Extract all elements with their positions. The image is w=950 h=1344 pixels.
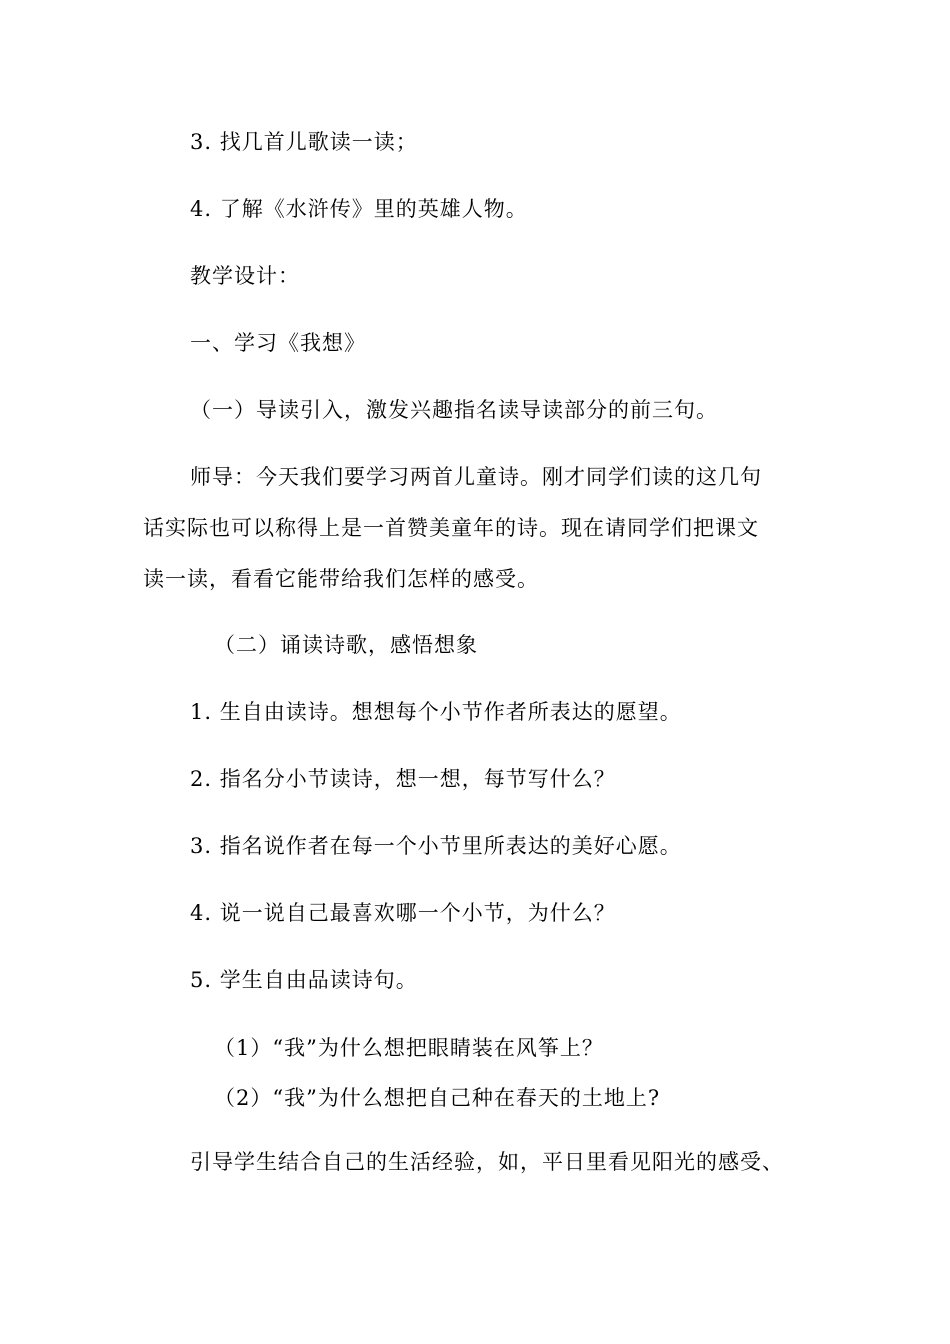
section-heading-teaching-design: 教学设计： xyxy=(190,264,300,288)
paragraph-line-1: 师导：今天我们要学习两首儿童诗。刚才同学们读的这几句 xyxy=(190,465,762,489)
question-item-2: （2）“我”为什么想把自己种在春天的土地上? xyxy=(214,1086,661,1110)
step-item-4: 4. 说一说自己最喜欢哪一个小节，为什么？ xyxy=(190,901,616,925)
step-item-2: 2. 指名分小节读诗，想一想，每节写什么？ xyxy=(190,767,616,791)
list-item-3: 3. 找几首儿歌读一读； xyxy=(190,130,418,154)
step-item-3: 3. 指名说作者在每一个小节里所表达的美好心愿。 xyxy=(190,834,682,858)
question-item-1: （1）“我”为什么想把眼睛装在风筝上？ xyxy=(214,1036,604,1060)
paragraph-line-4: 引导学生结合自己的生活经验，如，平日里看见阳光的感受、 xyxy=(190,1150,784,1174)
subsection-heading-two: （二）诵读诗歌，感悟想象 xyxy=(214,633,478,657)
paragraph-line-2: 话实际也可以称得上是一首赞美童年的诗。现在请同学们把课文 xyxy=(143,516,759,540)
step-item-1: 1. 生自由读诗。想想每个小节作者所表达的愿望。 xyxy=(190,700,682,724)
list-item-4: 4. 了解《水浒传》里的英雄人物。 xyxy=(190,197,528,221)
paragraph-line-3: 读一读，看看它能带给我们怎样的感受。 xyxy=(143,567,539,591)
section-heading-part-one: 一、学习《我想》 xyxy=(190,331,366,355)
subsection-heading-one: （一）导读引入，激发兴趣指名读导读部分的前三句。 xyxy=(190,398,718,422)
step-item-5: 5. 学生自由品读诗句。 xyxy=(190,968,418,992)
